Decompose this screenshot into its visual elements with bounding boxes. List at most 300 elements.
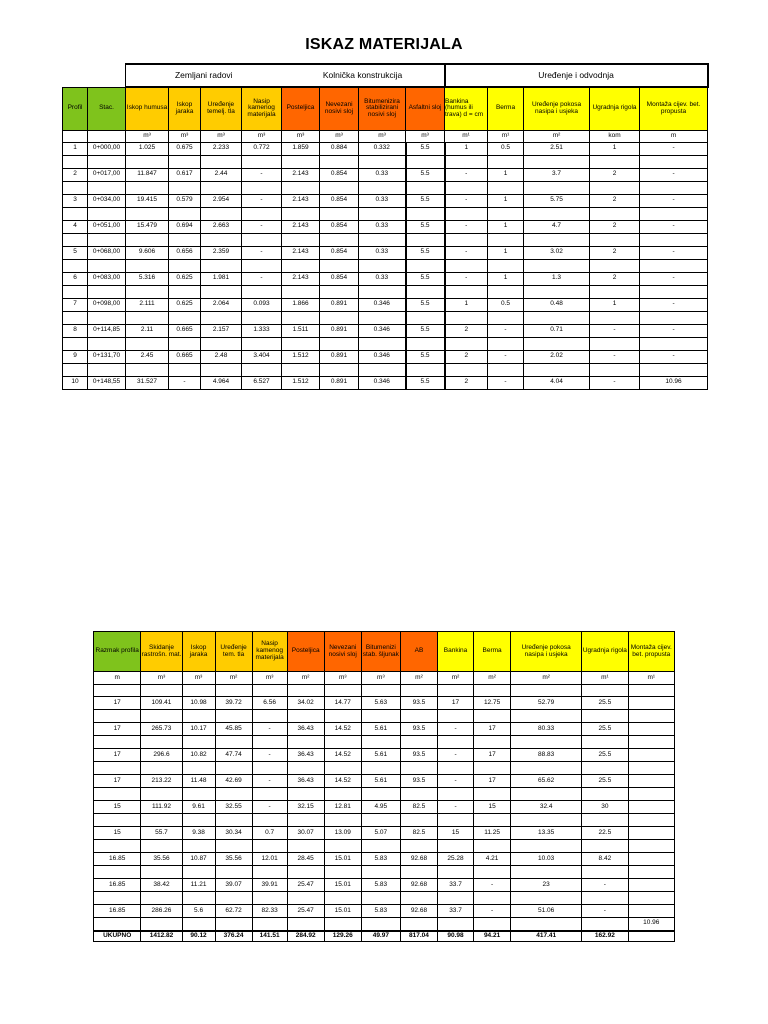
unit-cell: m² bbox=[400, 672, 437, 685]
table-cell: - bbox=[242, 194, 282, 207]
table-cell bbox=[628, 801, 674, 814]
empty-cell bbox=[406, 311, 445, 324]
empty-cell bbox=[400, 892, 437, 905]
table-cell: 0+131,70 bbox=[88, 350, 126, 363]
table-cell: - bbox=[488, 376, 524, 389]
empty-cell bbox=[511, 685, 582, 697]
table-cell: 12.01 bbox=[252, 853, 287, 866]
empty-cell bbox=[282, 363, 320, 376]
table-cell: - bbox=[438, 775, 474, 788]
empty-cell bbox=[141, 892, 182, 905]
spacer-row bbox=[94, 918, 675, 931]
table-cell: 17 bbox=[94, 723, 141, 736]
table-cell: 0+083,00 bbox=[88, 272, 126, 285]
empty-cell bbox=[361, 814, 400, 827]
empty-cell bbox=[438, 866, 474, 879]
empty-cell bbox=[361, 762, 400, 775]
empty-cell bbox=[359, 337, 406, 350]
unit-cell: m¹ bbox=[445, 130, 488, 142]
empty-cell bbox=[524, 155, 590, 168]
table-cell bbox=[628, 697, 674, 710]
table-cell: 0.891 bbox=[320, 324, 359, 337]
empty-cell bbox=[88, 311, 126, 324]
empty-cell bbox=[474, 762, 511, 775]
spacer-row bbox=[63, 337, 708, 350]
table-cell bbox=[628, 775, 674, 788]
empty-cell bbox=[406, 259, 445, 272]
empty-cell bbox=[63, 337, 88, 350]
spacer-row bbox=[94, 736, 675, 749]
empty-cell bbox=[320, 207, 359, 220]
empty-cell bbox=[445, 337, 488, 350]
table-cell: 1 bbox=[590, 298, 640, 311]
table-cell: 0.5 bbox=[488, 142, 524, 155]
table-cell: 0.33 bbox=[359, 220, 406, 233]
table-cell: 15 bbox=[438, 827, 474, 840]
table-cell: 286.26 bbox=[141, 905, 182, 918]
empty-cell bbox=[282, 181, 320, 194]
table-row bbox=[94, 723, 675, 736]
table-cell: 4.04 bbox=[524, 376, 590, 389]
table-row bbox=[63, 272, 708, 285]
empty-cell bbox=[94, 685, 141, 697]
empty-cell bbox=[628, 736, 674, 749]
table-cell: 109.41 bbox=[141, 697, 182, 710]
table-cell: 213.22 bbox=[141, 775, 182, 788]
empty-cell bbox=[320, 337, 359, 350]
empty-cell bbox=[201, 233, 242, 246]
table-cell: 1 bbox=[445, 298, 488, 311]
table-cell: 5.316 bbox=[126, 272, 169, 285]
empty-cell bbox=[582, 918, 628, 931]
empty-cell bbox=[324, 866, 361, 879]
table-cell: - bbox=[252, 801, 287, 814]
table-cell: 55.7 bbox=[141, 827, 182, 840]
table-cell bbox=[628, 905, 674, 918]
empty-cell bbox=[169, 259, 201, 272]
spacer-row bbox=[94, 762, 675, 775]
empty-cell bbox=[590, 259, 640, 272]
table-cell: 8 bbox=[63, 324, 88, 337]
column-header: Ugradnja rigola bbox=[582, 632, 628, 672]
table-cell: 15 bbox=[94, 801, 141, 814]
empty-cell bbox=[287, 840, 324, 853]
empty-cell bbox=[511, 918, 582, 931]
table-cell: 11.48 bbox=[182, 775, 215, 788]
table-cell: 0.625 bbox=[169, 272, 201, 285]
table-cell: - bbox=[640, 298, 708, 311]
table-cell: - bbox=[590, 324, 640, 337]
table-cell: 25.5 bbox=[582, 723, 628, 736]
empty-cell bbox=[474, 892, 511, 905]
empty-cell bbox=[169, 155, 201, 168]
empty-cell bbox=[169, 181, 201, 194]
table-cell: - bbox=[640, 324, 708, 337]
unit-cell: m bbox=[94, 672, 141, 685]
table-cell: 1 bbox=[63, 142, 88, 155]
table-cell: 0.346 bbox=[359, 324, 406, 337]
table-cell: 0+068,00 bbox=[88, 246, 126, 259]
table-cell: 9.606 bbox=[126, 246, 169, 259]
table-cell: 38.42 bbox=[141, 879, 182, 892]
table-cell: - bbox=[438, 749, 474, 762]
table-cell: 11.25 bbox=[474, 827, 511, 840]
table-cell: 0.675 bbox=[169, 142, 201, 155]
empty-cell bbox=[182, 710, 215, 723]
empty-cell bbox=[126, 285, 169, 298]
table-cell: 6.56 bbox=[252, 697, 287, 710]
table-cell: 5.6 bbox=[182, 905, 215, 918]
empty-cell bbox=[438, 788, 474, 801]
table-cell: 1.511 bbox=[282, 324, 320, 337]
table-cell: 14.52 bbox=[324, 775, 361, 788]
table-cell: 17 bbox=[438, 697, 474, 710]
empty-cell bbox=[282, 207, 320, 220]
table-cell: 11.21 bbox=[182, 879, 215, 892]
table-cell: 2.111 bbox=[126, 298, 169, 311]
empty-cell bbox=[488, 337, 524, 350]
table-cell: 0.854 bbox=[320, 168, 359, 181]
table-cell: 3.02 bbox=[524, 246, 590, 259]
empty-cell bbox=[590, 155, 640, 168]
empty-cell bbox=[640, 311, 708, 324]
empty-cell bbox=[252, 866, 287, 879]
table-cell: 0+114,85 bbox=[88, 324, 126, 337]
column-header: Stac. bbox=[88, 87, 126, 130]
empty-cell bbox=[94, 762, 141, 775]
table-cell: 296.6 bbox=[141, 749, 182, 762]
empty-cell bbox=[252, 762, 287, 775]
empty-cell bbox=[242, 285, 282, 298]
column-header: Ugradnja rigola bbox=[590, 87, 640, 130]
empty-cell bbox=[474, 866, 511, 879]
empty-cell bbox=[445, 181, 488, 194]
table-row bbox=[63, 220, 708, 233]
empty-cell bbox=[438, 892, 474, 905]
empty-cell bbox=[628, 892, 674, 905]
table-cell: 0.5 bbox=[488, 298, 524, 311]
table-cell: 36.43 bbox=[287, 749, 324, 762]
table-cell: 0.71 bbox=[524, 324, 590, 337]
empty-cell bbox=[324, 840, 361, 853]
table-cell: 11.847 bbox=[126, 168, 169, 181]
total-row bbox=[94, 931, 675, 942]
table-cell: 5.61 bbox=[361, 723, 400, 736]
empty-cell bbox=[320, 155, 359, 168]
table-cell: - bbox=[445, 272, 488, 285]
empty-cell bbox=[488, 311, 524, 324]
spacer-row bbox=[63, 285, 708, 298]
empty-cell bbox=[282, 233, 320, 246]
table-cell: 2 bbox=[445, 376, 488, 389]
empty-cell bbox=[215, 918, 252, 931]
total-cell: 1412.82 bbox=[141, 931, 182, 942]
empty-cell bbox=[590, 337, 640, 350]
empty-cell bbox=[63, 233, 88, 246]
empty-cell bbox=[94, 840, 141, 853]
empty-cell bbox=[141, 814, 182, 827]
spacer-row bbox=[63, 181, 708, 194]
empty-cell bbox=[282, 155, 320, 168]
table-cell: 0.346 bbox=[359, 298, 406, 311]
column-header: Berma bbox=[474, 632, 511, 672]
table-cell: 15.479 bbox=[126, 220, 169, 233]
empty-cell bbox=[359, 207, 406, 220]
empty-cell bbox=[488, 207, 524, 220]
table-cell: 2.48 bbox=[201, 350, 242, 363]
empty-cell bbox=[282, 285, 320, 298]
culvert-value-cell: 10.96 bbox=[628, 918, 674, 931]
empty-cell bbox=[126, 233, 169, 246]
unit-cell: m² bbox=[287, 672, 324, 685]
table-cell: 25.47 bbox=[287, 879, 324, 892]
empty-cell bbox=[582, 788, 628, 801]
empty-cell bbox=[511, 814, 582, 827]
empty-cell bbox=[320, 233, 359, 246]
table-cell: 5.5 bbox=[406, 220, 445, 233]
table-cell: 6.527 bbox=[242, 376, 282, 389]
empty-cell bbox=[215, 788, 252, 801]
table-cell: - bbox=[242, 272, 282, 285]
empty-cell bbox=[287, 866, 324, 879]
total-cell: UKUPNO bbox=[94, 931, 141, 942]
table-row bbox=[63, 246, 708, 259]
table-cell: 0.617 bbox=[169, 168, 201, 181]
table-cell: 2.064 bbox=[201, 298, 242, 311]
empty-cell bbox=[320, 311, 359, 324]
empty-cell bbox=[628, 788, 674, 801]
table-cell: 0.854 bbox=[320, 246, 359, 259]
empty-cell bbox=[445, 285, 488, 298]
table-cell bbox=[628, 853, 674, 866]
empty-cell bbox=[215, 710, 252, 723]
table-cell: 0.33 bbox=[359, 168, 406, 181]
table-cell: 0.884 bbox=[320, 142, 359, 155]
group-header-row bbox=[63, 64, 708, 87]
empty-cell bbox=[361, 918, 400, 931]
table-cell: 30.34 bbox=[215, 827, 252, 840]
table-cell: 0.891 bbox=[320, 376, 359, 389]
unit-cell: m² bbox=[438, 672, 474, 685]
table-cell: - bbox=[445, 194, 488, 207]
empty-cell bbox=[63, 181, 88, 194]
empty-cell bbox=[474, 840, 511, 853]
spacer-row bbox=[94, 685, 675, 697]
empty-cell bbox=[445, 233, 488, 246]
table-cell: 42.69 bbox=[215, 775, 252, 788]
table-cell: - bbox=[582, 905, 628, 918]
empty-cell bbox=[242, 207, 282, 220]
table-cell: 5.5 bbox=[406, 272, 445, 285]
empty-cell bbox=[252, 685, 287, 697]
group-drainage: Uređenje i odvodnja bbox=[445, 64, 708, 87]
empty-cell bbox=[242, 363, 282, 376]
empty-cell bbox=[400, 788, 437, 801]
spacer-row bbox=[63, 363, 708, 376]
table-cell: 12.81 bbox=[324, 801, 361, 814]
empty-cell bbox=[324, 736, 361, 749]
table-cell: 10.87 bbox=[182, 853, 215, 866]
table-cell: 3 bbox=[63, 194, 88, 207]
table-cell: 14.52 bbox=[324, 749, 361, 762]
empty-cell bbox=[169, 337, 201, 350]
table-cell: 0.33 bbox=[359, 246, 406, 259]
empty-cell bbox=[361, 788, 400, 801]
table-cell: - bbox=[488, 324, 524, 337]
unit-cell: m³ bbox=[169, 130, 201, 142]
empty-cell bbox=[590, 311, 640, 324]
empty-cell bbox=[628, 866, 674, 879]
table-cell: 5.61 bbox=[361, 775, 400, 788]
column-header: Posteljica bbox=[282, 87, 320, 130]
table-cell: 36.43 bbox=[287, 723, 324, 736]
empty-cell bbox=[640, 181, 708, 194]
table-cell: 2.143 bbox=[282, 220, 320, 233]
table-cell: 14.52 bbox=[324, 723, 361, 736]
column-header: Bankina bbox=[438, 632, 474, 672]
table-cell: 25.47 bbox=[287, 905, 324, 918]
table-row bbox=[63, 142, 708, 155]
table-cell: 0.346 bbox=[359, 350, 406, 363]
empty-cell bbox=[141, 736, 182, 749]
column-header: Iskop humusa bbox=[126, 87, 169, 130]
table-cell: 17 bbox=[474, 749, 511, 762]
table-cell: - bbox=[590, 376, 640, 389]
empty-cell bbox=[94, 788, 141, 801]
empty-cell bbox=[400, 736, 437, 749]
empty-cell bbox=[126, 207, 169, 220]
table-cell: 93.5 bbox=[400, 697, 437, 710]
empty-cell bbox=[94, 918, 141, 931]
unit-cell bbox=[63, 130, 88, 142]
table-cell: 92.68 bbox=[400, 879, 437, 892]
total-cell bbox=[628, 931, 674, 942]
empty-cell bbox=[88, 259, 126, 272]
table-cell: 15.01 bbox=[324, 879, 361, 892]
empty-cell bbox=[640, 337, 708, 350]
empty-cell bbox=[169, 311, 201, 324]
table-cell: 5.5 bbox=[406, 324, 445, 337]
empty-cell bbox=[94, 736, 141, 749]
empty-cell bbox=[141, 685, 182, 697]
empty-cell bbox=[406, 155, 445, 168]
empty-cell bbox=[400, 710, 437, 723]
table-cell: - bbox=[438, 801, 474, 814]
table-cell bbox=[628, 723, 674, 736]
empty-cell bbox=[406, 207, 445, 220]
empty-cell bbox=[511, 736, 582, 749]
table-cell: 0.665 bbox=[169, 350, 201, 363]
empty-cell bbox=[282, 311, 320, 324]
empty-cell bbox=[215, 866, 252, 879]
empty-cell bbox=[201, 155, 242, 168]
empty-cell bbox=[590, 363, 640, 376]
empty-cell bbox=[182, 918, 215, 931]
table-cell: - bbox=[474, 905, 511, 918]
table-cell: 1 bbox=[590, 142, 640, 155]
table-cell: 1.025 bbox=[126, 142, 169, 155]
empty-cell bbox=[582, 710, 628, 723]
table-cell: 265.73 bbox=[141, 723, 182, 736]
table-cell: - bbox=[252, 749, 287, 762]
table-cell: 1 bbox=[488, 220, 524, 233]
empty-cell bbox=[242, 181, 282, 194]
empty-cell bbox=[511, 788, 582, 801]
column-header: Uređenje temelj. tla bbox=[201, 87, 242, 130]
empty-cell bbox=[590, 285, 640, 298]
table-cell: 39.07 bbox=[215, 879, 252, 892]
empty-cell bbox=[400, 762, 437, 775]
empty-cell bbox=[524, 181, 590, 194]
empty-cell bbox=[406, 181, 445, 194]
empty-cell bbox=[242, 337, 282, 350]
table-cell: 22.5 bbox=[582, 827, 628, 840]
table-cell: 6 bbox=[63, 272, 88, 285]
empty-cell bbox=[640, 259, 708, 272]
empty-cell bbox=[640, 233, 708, 246]
empty-cell bbox=[182, 736, 215, 749]
empty-cell bbox=[628, 840, 674, 853]
unit-cell: m³ bbox=[242, 130, 282, 142]
table-cell: 0+034,00 bbox=[88, 194, 126, 207]
table-cell: 5.61 bbox=[361, 749, 400, 762]
empty-cell bbox=[63, 311, 88, 324]
table-cell: - bbox=[640, 168, 708, 181]
table-cell: 111.92 bbox=[141, 801, 182, 814]
empty-cell bbox=[628, 762, 674, 775]
empty-cell bbox=[324, 814, 361, 827]
table-cell: 19.415 bbox=[126, 194, 169, 207]
empty-cell bbox=[320, 285, 359, 298]
empty-cell bbox=[524, 259, 590, 272]
empty-cell bbox=[524, 285, 590, 298]
table-cell: 0.854 bbox=[320, 272, 359, 285]
table-cell: 1.3 bbox=[524, 272, 590, 285]
empty-cell bbox=[359, 259, 406, 272]
empty-cell bbox=[287, 814, 324, 827]
unit-cell: m³ bbox=[182, 672, 215, 685]
empty-cell bbox=[182, 788, 215, 801]
empty-cell bbox=[582, 762, 628, 775]
table-row bbox=[94, 775, 675, 788]
table-cell bbox=[628, 827, 674, 840]
table-cell: 10.17 bbox=[182, 723, 215, 736]
empty-cell bbox=[63, 259, 88, 272]
empty-cell bbox=[63, 207, 88, 220]
empty-cell bbox=[141, 762, 182, 775]
table-cell: 39.72 bbox=[215, 697, 252, 710]
table-cell: 9 bbox=[63, 350, 88, 363]
column-header: Nevezani nosivi sloj bbox=[324, 632, 361, 672]
total-cell: 376.24 bbox=[215, 931, 252, 942]
table-row bbox=[63, 324, 708, 337]
empty-cell bbox=[252, 814, 287, 827]
empty-cell bbox=[474, 736, 511, 749]
table-cell: - bbox=[242, 220, 282, 233]
empty-cell bbox=[488, 285, 524, 298]
table-cell: 0.625 bbox=[169, 298, 201, 311]
unit-cell: m¹ bbox=[582, 672, 628, 685]
table-cell: 4.95 bbox=[361, 801, 400, 814]
table-cell: 1.333 bbox=[242, 324, 282, 337]
empty-cell bbox=[582, 736, 628, 749]
table-cell: 0.854 bbox=[320, 220, 359, 233]
spacer-row bbox=[63, 155, 708, 168]
table-cell: 0.891 bbox=[320, 298, 359, 311]
empty-cell bbox=[287, 736, 324, 749]
table-row bbox=[94, 801, 675, 814]
table-cell: 31.527 bbox=[126, 376, 169, 389]
